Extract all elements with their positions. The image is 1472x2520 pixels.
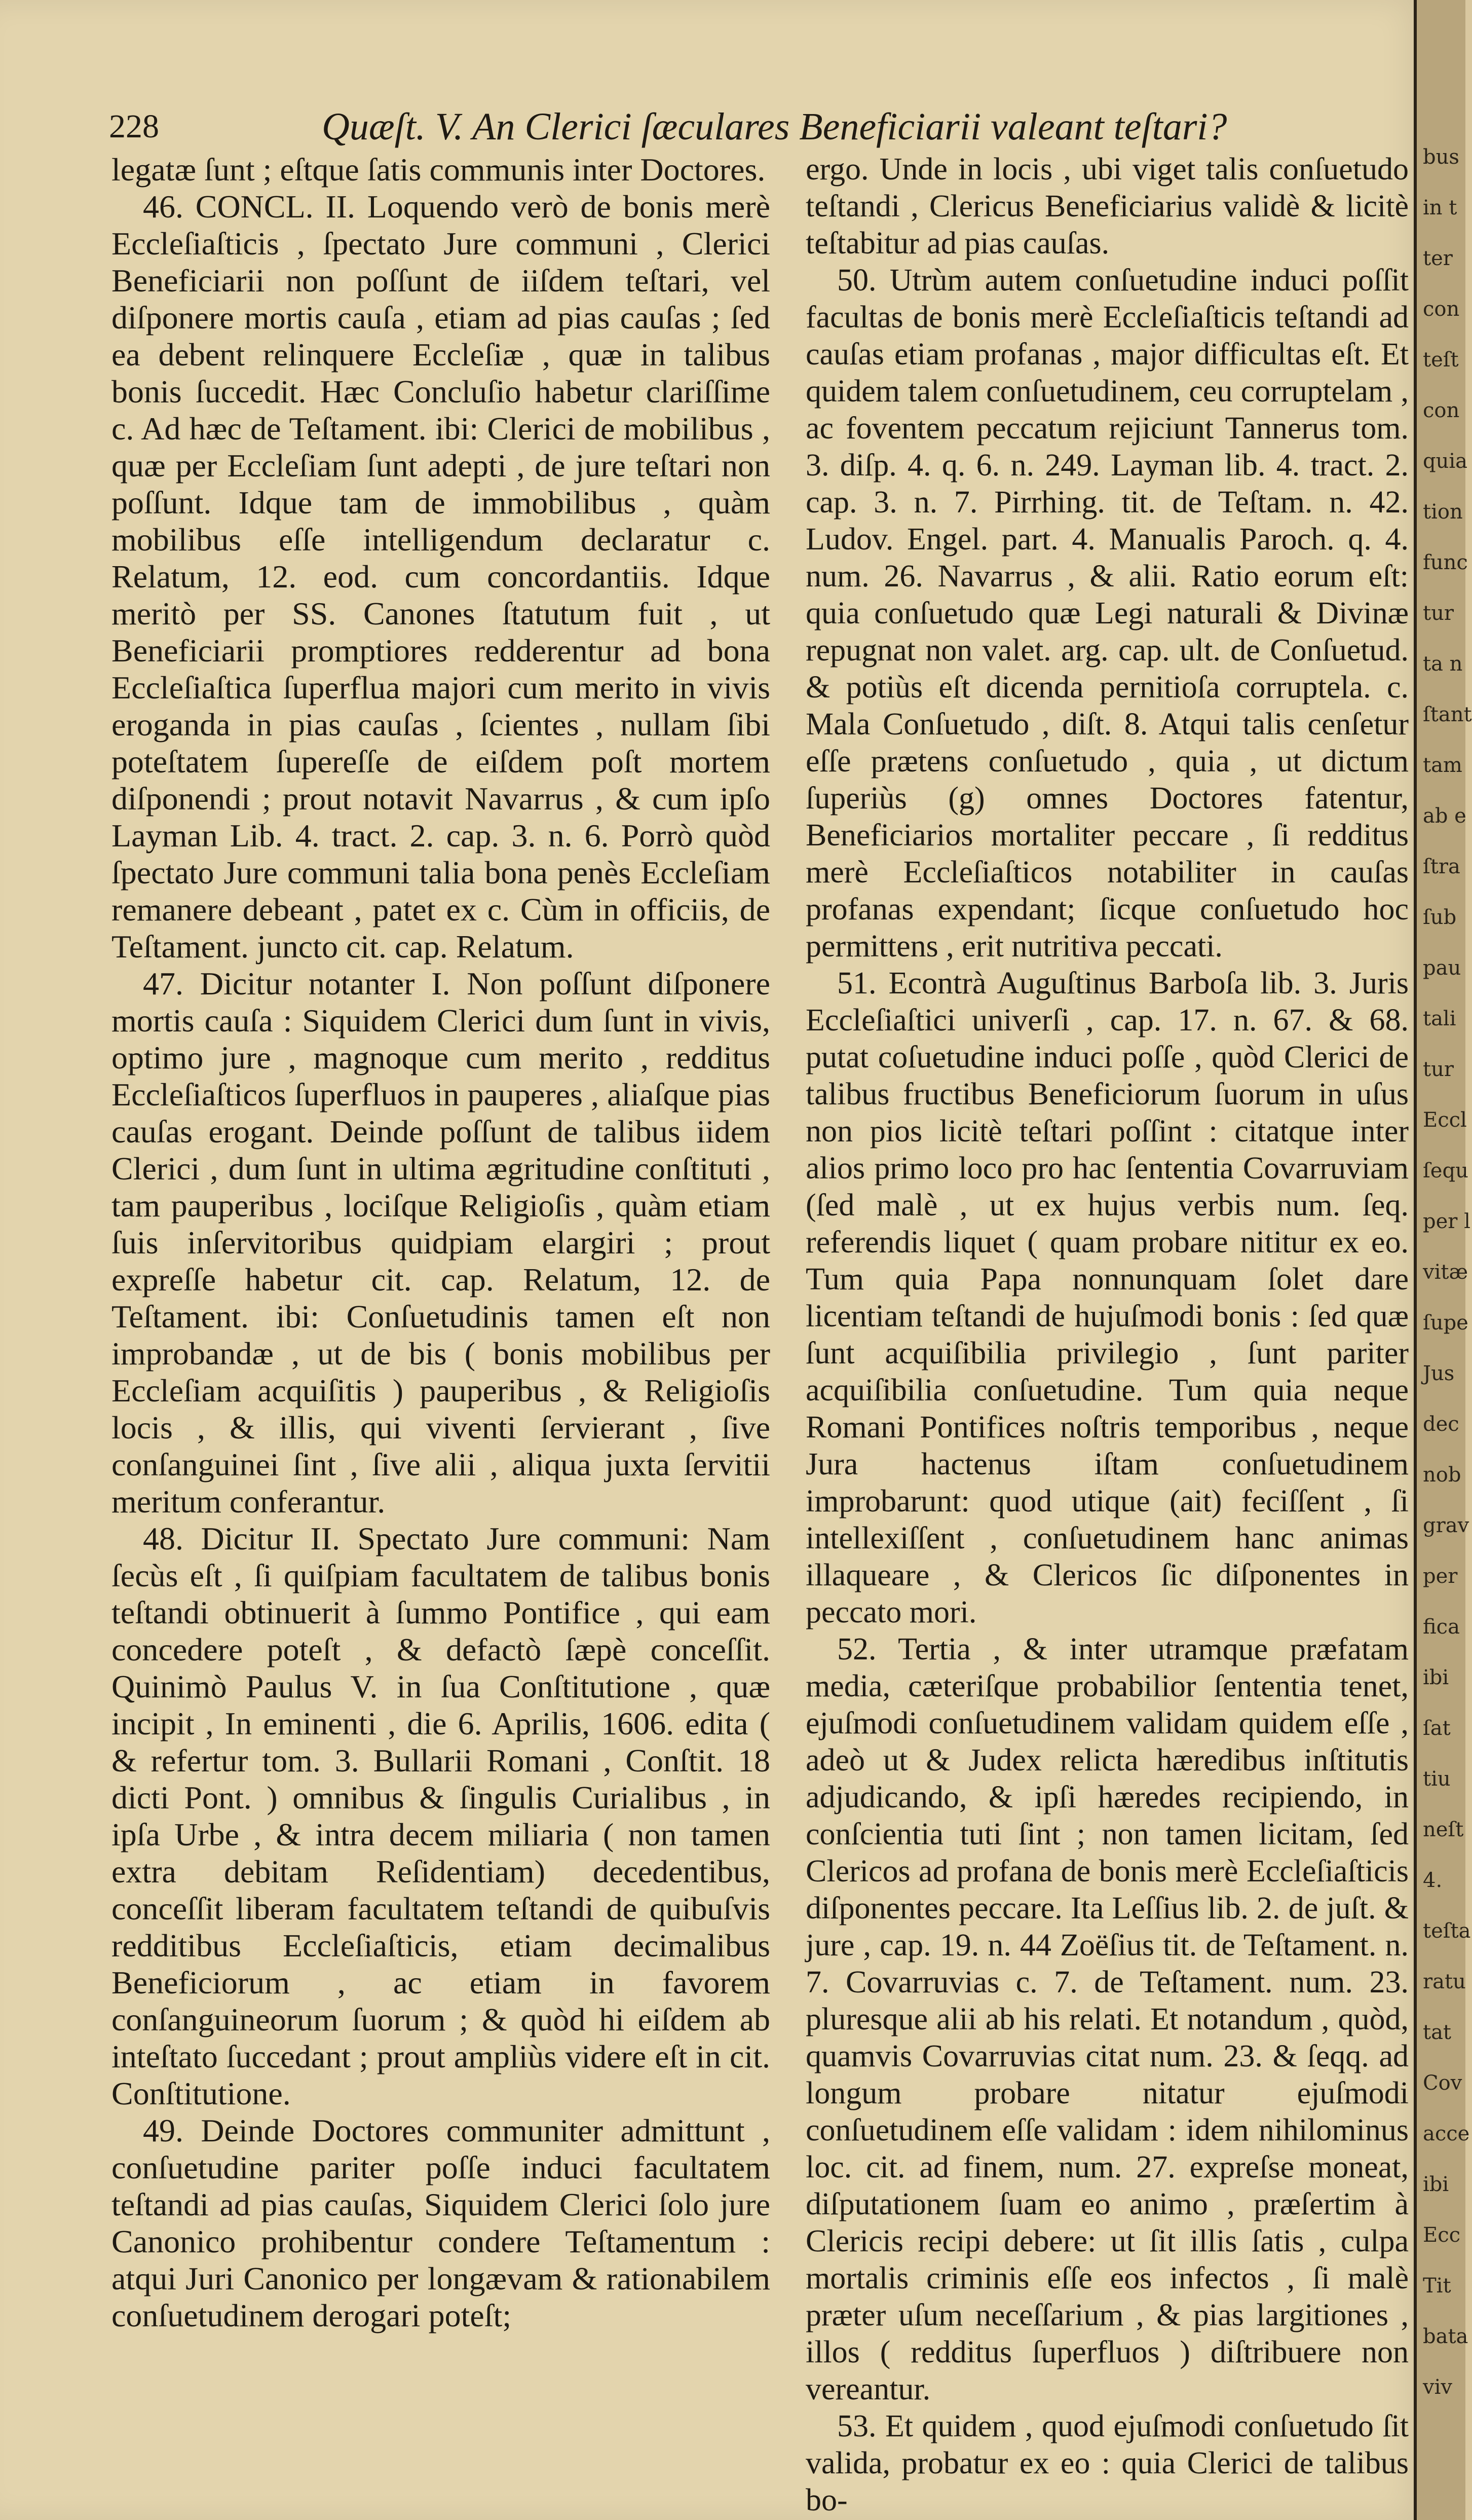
adjacent-page-fragment: tur — [1423, 1058, 1454, 1081]
paragraph: 48. Dicitur II. Spectato Jure communi: Nam ſecùs eſt , ſi quiſpiam facultatem de talibus bonis teſtandi obtinuerit à ſummo Pontifice , qui eam concedere poteſt , & defactò ſæpè conceſſit. Quinimò Paulus V. in ſua Conſtitutione , quæ incipit , In eminenti , die 6. Aprilis, 1606. edita ( & refertur tom. 3. Bullarii Romani , Conſtit. 18 dicti Pont. ) omnibus & ſingulis Curialibus , in ipſa Urbe , & intra decem miliaria ( non tamen extra debitam Reſidentiam) decedentibus, conceſſit liberam facultatem teſtandi de quibuſvis redditibus Eccleſiaſticis, etiam decimalibus Beneficiorum , ac etiam in favorem conſanguineorum ſuorum ; & quòd hi eiſdem ab inteſtato ſuccedant ; prout ampliùs videre eſt in cit. Conſtitutione. — [111, 1521, 770, 2111]
adjacent-page-fragment: tiu — [1423, 1767, 1451, 1791]
adjacent-page-fragment: in t — [1423, 196, 1457, 219]
adjacent-page-fragment: ſtra — [1423, 855, 1460, 878]
paragraph: 51. Econtrà Auguſtinus Barboſa lib. 3. Juris Eccleſiaſtici univerſi , cap. 17. n. 67. & 68. putat coſuetudine induci poſſe , quòd Clerici de talibus fructibus Beneficiorum ſuorum in uſus non pios licitè teſtari poſſint : citatque inter alios primo loco pro hac ſententia Covarruviam (ſed malè , ut ex hujus verbis num. ſeq. referendis liquet ( quam probare nititur ex eo. Tum quia Papa nonnunquam ſolet dare licentiam teſtandi de hujuſmodi bonis : ſed quæ ſunt acquiſibilia privilegio , ſunt pariter acquiſibilia conſuetudine. Tum quia neque Romani Pontifices noſtris temporibus , neque Jura hactenus iſtam conſuetudinem improbarunt: quod utique (ait) feciſſent , ſi intellexiſſent , conſuetudinem hanc animas illaqueare , & Clericos ſic diſponentes in peccato mori. — [806, 966, 1409, 1629]
adjacent-page-fragment: tion — [1423, 500, 1463, 524]
adjacent-page-fragment: tam — [1423, 754, 1462, 777]
adjacent-page-fragment: teſt — [1423, 348, 1459, 372]
page-number: 228 — [109, 108, 159, 145]
adjacent-page-fragment: Ecc — [1423, 2223, 1461, 2247]
adjacent-page-fragment: ab e — [1423, 804, 1466, 828]
adjacent-page-fragment: Cov — [1423, 2071, 1462, 2095]
adjacent-page-fragment: ſequ — [1423, 1159, 1468, 1182]
paragraph: 50. Utrùm autem conſuetudine induci poſſit facultas de bonis merè Eccleſiaſticis teſtandi ad cauſas etiam profanas , major difficultas eſt. Et quidem talem conſuetudinem, ceu corruptelam , ac foventem peccatum rejiciunt Tannerus tom. 3. diſp. 4. q. 6. n. 249. Layman lib. 4. tract. 2. cap. 3. n. 7. Pirrhing. tit. de Teſtam. n. 42. Ludov. Engel. part. 4. Manualis Paroch. q. 4. num. 26. Navarrus , & alii. Ratio eorum eſt: quia conſuetudo quæ Legi naturali & Divinæ repugnat non valet. arg. cap. ult. de Conſuetud. & potiùs eſt dicenda pernitioſa corruptela. c. Mala Conſuetudo , diſt. 8. Atqui talis cenſetur eſſe prætens conſuetudo , quia , ut dictum ſuperiùs (g) omnes Doctores fatentur, Beneficiarios mortaliter peccare , ſi redditus merè Eccleſiaſticos notabiliter in cauſas profanas expendant; ſicque conſuetudo hoc permittens , erit nutritiva peccati. — [806, 263, 1409, 963]
page-header — [109, 101, 1406, 152]
paragraph: 52. Tertia , & inter utramque præfatam media, cæteriſque probabilior ſententia tenet, ejuſmodi conſuetudinem validam quidem eſſe , adeò ut & Judex relicta hæredibus inſtitutis adjudicando, & ipſi hæredes recipiendo, in conſcientia tuti ſint ; non tamen licitam, ſed Clericos ad profana de bonis merè Eccleſiaſticis diſponentes peccare. Ita Leſſius lib. 2. de juſt. & jure , cap. 19. n. 44 Zoëſius tit. de Teſtament. n. 7. Covarruvias c. 7. de Teſtament. num. 23. pluresque alii ab his relati. Et notandum , quòd, quamvis Covarruvias citat num. 23. & ſeqq. ad longum probare nitatur ejuſmodi conſuetudinem eſſe validam : idem nihilominus loc. cit. ad finem, num. 27. expreſse moneat, diſputationem ſuam eo animo , præſertim à Clericis recipi debere: ut ſit illis ſatis , culpa mortalis criminis eſſe eos infectos , ſi malè præter uſum neceſſarium , & pias largitiones , illos ( redditus ſuperfluos ) diſtribuere non vereantur. — [806, 1632, 1409, 2406]
adjacent-page-fragment: per l — [1423, 1210, 1470, 1233]
adjacent-page-fragment: neſt — [1423, 1818, 1464, 1841]
adjacent-page-fragment: quia — [1423, 450, 1468, 473]
adjacent-page-fragment: 4. — [1423, 1869, 1443, 1892]
adjacent-page-fragment: bus — [1423, 145, 1459, 169]
adjacent-page-fragment: ſub — [1423, 906, 1457, 929]
adjacent-page-fragment: func — [1423, 551, 1468, 574]
adjacent-page-fragment: per — [1423, 1565, 1458, 1588]
adjacent-page-fragment: tur — [1423, 602, 1454, 625]
adjacent-page-fragment: grav — [1423, 1514, 1469, 1537]
adjacent-page-fragment: con — [1423, 399, 1460, 422]
adjacent-page-edge — [1414, 0, 1472, 2520]
adjacent-page-fragment: ſat — [1423, 1717, 1451, 1740]
adjacent-page-fragment: Tit — [1423, 2274, 1451, 2297]
adjacent-page-fragment: Eccl — [1423, 1108, 1467, 1132]
adjacent-page-fragment: teſta — [1423, 1919, 1471, 1943]
adjacent-page-fragment: ta n — [1423, 652, 1463, 676]
adjacent-page-fragment: con — [1423, 298, 1460, 321]
running-title: Quæſt. V. An Clerici ſæculares Beneficiarii valeant teſtari? — [322, 105, 1227, 148]
adjacent-page-fragment: vitæ — [1423, 1261, 1468, 1284]
adjacent-page-fragment: ibi — [1423, 1666, 1449, 1689]
paragraph: ergo. Unde in locis , ubi viget talis conſuetudo teſtandi , Clericus Beneficiarius validè & licitè teſtabitur ad pias cauſas. — [806, 152, 1409, 261]
paragraph: legatæ ſunt ; eſtque ſatis communis inter Doctores. — [111, 152, 766, 188]
paragraph: 47. Dicitur notanter I. Non poſſunt diſponere mortis cauſa : Siquidem Clerici dum ſunt in vivis, optimo jure , magnoque cum merito , redditus Eccleſiaſticos ſuperfluos in pauperes , aliaſque pias cauſas erogant. Deinde poſſunt de talibus iidem Clerici , dum ſunt in ultima ægritudine conſtituti , tam pauperibus , lociſque Religioſis , quàm etiam ſuis inſervitoribus quidpiam elargiri ; prout expreſſe habetur cit. cap. Relatum, 12. de Teſtament. ibi: Conſuetudinis tamen eſt non improbandæ , ut de bis ( bonis mobilibus per Eccleſiam acquiſitis ) pauperibus , & Religioſis locis , & illis, qui viventi ſervierant , ſive conſanguinei ſint , ſive alii , aliqua juxta ſervitii meritum conferantur. — [111, 966, 770, 1520]
adjacent-page-fragment: nob — [1423, 1463, 1461, 1487]
adjacent-page-fragment: ſupe — [1423, 1311, 1468, 1335]
left-column — [111, 151, 770, 2334]
paragraph: 46. CONCL. II. Loquendo verò de bonis merè Eccleſiaſticis , ſpectato Jure communi , Clerici Beneficiarii non poſſunt de iiſdem teſtari, vel diſponere mortis cauſa , etiam ad pias cauſas ; ſed ea debent relinquere Eccleſiæ , quæ in talibus bonis ſuccedit. Hæc Concluſio habetur clariſſime c. Ad hæc de Teſtament. ibi: Clerici de mobilibus , quæ per Eccleſiam ſunt adepti , de jure teſtari non poſſunt. Idque tam de immobilibus , quàm mobilibus eſſe intelligendum declaratur c. Relatum, 12. eod. cum concordantiis. Idque meritò per SS. Canones ſtatutum fuit , ut Beneficiarii promptiores redderentur ad bona Eccleſiaſtica ſuperflua majori cum merito in vivis eroganda in pias cauſas , ſcientes , nullam ſibi poteſtatem ſupereſſe de eiſdem poſt mortem diſponendi ; prout notavit Navarrus , & cum ipſo Layman Lib. 4. tract. 2. cap. 3. n. 6. Porrò quòd ſpectato Jure communi talia bona penès Eccleſiam remanere debeant , patet ex c. Cùm in officiis, de Teſtament. juncto cit. cap. Relatum. — [111, 189, 770, 965]
adjacent-page-fragment: ibi — [1423, 2173, 1449, 2196]
adjacent-page-fragment: fica — [1423, 1615, 1460, 1639]
adjacent-page-fragment: bata — [1423, 2325, 1468, 2348]
paragraph: 53. Et quidem , quod ejuſmodi conſuetudo ſit valida, probatur ex eo : quia Clerici de talibus bo- — [806, 2409, 1409, 2517]
adjacent-page-fragment: pau — [1423, 956, 1461, 980]
adjacent-page-fragment: dec — [1423, 1413, 1459, 1436]
adjacent-page-fragment: ter — [1423, 247, 1453, 270]
adjacent-page-fragment: viv — [1423, 2376, 1452, 2399]
paragraph: 49. Deinde Doctores communiter admittunt , conſuetudine pariter poſſe induci facultatem teſtandi ad pias cauſas, Siquidem Clerici ſolo jure Canonico prohibentur condere Teſtamentum : atqui Juri Canonico per longævam & rationabilem conſuetudinem derogari poteſt; — [111, 2113, 770, 2333]
adjacent-page-fragment: acce — [1423, 2122, 1470, 2145]
adjacent-page-fragment: Jus — [1423, 1362, 1455, 1385]
adjacent-page-fragment: tali — [1423, 1007, 1456, 1030]
right-column — [806, 151, 1409, 2519]
adjacent-page-fragment: ſtant — [1423, 703, 1472, 726]
adjacent-page-fragment: tat — [1423, 2021, 1451, 2044]
adjacent-page-fragment: ratu — [1423, 1970, 1466, 1993]
